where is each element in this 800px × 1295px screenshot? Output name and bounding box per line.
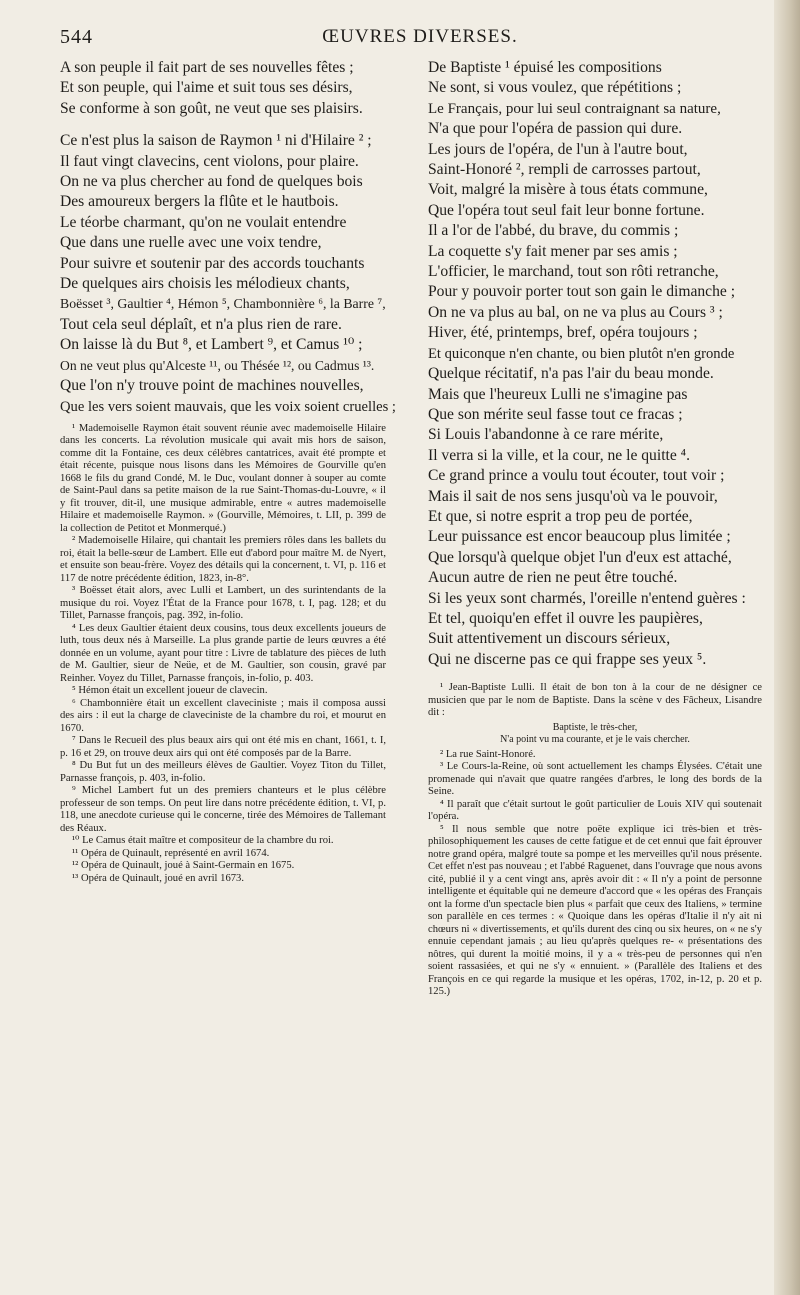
verse-line: Se conforme à son goût, ne veut que ses plaisirs. (60, 99, 363, 117)
verse-line: De Baptiste ¹ épuisé les compositions (428, 59, 662, 76)
verse-line: Que l'opéra tout seul fait leur bonne fortune. (428, 201, 705, 219)
footnote: ¹² Opéra de Quinault, joué à Saint-Germain en 1675. (72, 860, 295, 872)
verse-line: Que l'on n'y trouve point de machines nouvelles, (60, 377, 364, 395)
verse-line: L'officier, le marchand, tout son rôti retranche, (428, 263, 719, 281)
verse-line: Pour y pouvoir porter tout son gain le dimanche ; (428, 283, 736, 301)
footnote: ¹ Jean-Baptiste Lulli. Il était de bon ton à la cour de ne désigner ce musicien que par le nom de Baptiste. Dans la scène v des Fâcheux, Lisandre dit : (428, 682, 762, 719)
verse-block-right (428, 58, 762, 670)
verse-line: On ne va plus chercher au fond de quelques bois (60, 173, 363, 191)
page-number: 544 (60, 26, 93, 48)
quoted-verse-line: N'a point vu ma courante, et je le vais chercher. (500, 733, 690, 745)
footnote: ⁹ Michel Lambert fut un des premiers chanteurs et le plus célèbre professeur de son temps. On peut lire dans notre précédente édition, t. VI, p. 118, une anecdote curieuse qui le concerne, tirée des Mémoires de Tallemant des Réaux. (60, 785, 386, 834)
verse-line: A son peuple il fait part de ses nouvelles fêtes ; (60, 59, 354, 76)
verse-line: Il verra si la ville, et la cour, ne le quitte ⁴. (428, 446, 691, 464)
footnote: ⁸ Du But fut un des meilleurs élèves de Gaultier. Voyez Titon du Tillet, Parnasse françois, p. 403, in-folio. (60, 760, 386, 784)
verse-line: Mais il sait de nos sens jusqu'où va le pouvoir, (428, 487, 718, 505)
verse-line: Et que, si notre esprit a trop peu de portée, (428, 507, 693, 525)
quoted-verse (428, 722, 762, 746)
verse-line: Si les yeux sont charmés, l'oreille n'entend guères : (428, 589, 746, 607)
verse-line: Pour suivre et soutenir par des accords touchants (60, 254, 365, 272)
verse-line: Les jours de l'opéra, de l'un à l'autre bout, (428, 140, 688, 158)
verse-line: Si Louis l'abandonne à ce rare mérite, (428, 426, 664, 444)
verse-stanza-2 (60, 131, 396, 417)
verse-line: Et tel, quoiqu'en effet il ouvre les paupières, (428, 609, 703, 627)
verse-line: Saint-Honoré ², rempli de carrosses partout, (428, 161, 701, 179)
page-header (60, 20, 780, 50)
right-column (428, 58, 762, 999)
verse-line: Et quiconque n'en chante, ou bien plutôt n'en gronde (428, 345, 735, 362)
verse-line: On laisse là du But ⁸, et Lambert ⁹, et Camus ¹⁰ ; (60, 336, 363, 354)
running-title: ŒUVRES DIVERSES. (322, 26, 518, 47)
footnote: ¹ Mademoiselle Raymon était souvent réunie avec mademoiselle Hilaire dans les concerts. La révolution musicale qui avait mis hors de saison, comme dit la Fontaine, ces deux célèbres cantatrices, avait été prompte et était récente, puisque nous lisons dans les Mémoires de Gourville qu'en 1668 le fils du grand Condé, M. le Duc, voulant donner à souper au comte de Saint-Paul dans sa petite maison de la rue Saint-Thomas-du-Louvre, « il y fit trouver, dit-il, une musique admirable, entre « autres mademoiselle Hilaire et mademoiselle Raymon. » (Gourville, Mémoires, t. LII, p. 399 de la collection de Petitot et Monmerqué.) (60, 422, 386, 534)
verse-line: Il faut vingt clavecins, cent violons, pour plaire. (60, 152, 359, 170)
verse-line: Que dans une ruelle avec une voix tendre, (60, 234, 322, 252)
footnote: ⁴ Il paraît que c'était surtout le goût particulier de Louis XIV qui soutenait l'opéra. (428, 798, 762, 823)
verse-line: Que lorsqu'à quelque objet l'un d'eux est attaché, (428, 548, 732, 566)
verse-line: Qui ne discerne pas ce qui frappe ses yeux ⁵. (428, 650, 707, 668)
footnote: ¹¹ Opéra de Quinault, représenté en avril 1674. (72, 847, 270, 859)
verse-line: Mais que l'heureux Lulli ne s'imagine pas (428, 385, 688, 403)
verse-line: Des amoureux bergers la flûte et le hautbois. (60, 193, 339, 211)
footnote: ⁵ Hémon était un excellent joueur de clavecin. (72, 685, 268, 697)
verse-line: On ne va plus au bal, on ne va plus au Cours ³ ; (428, 303, 723, 321)
verse-line: Voit, malgré la misère à tous états commune, (428, 181, 708, 199)
footnotes-right (428, 682, 762, 999)
verse-line: Il a l'or de l'abbé, du brave, du commis ; (428, 222, 679, 240)
quoted-verse-line: Baptiste, le très-cher, (552, 721, 638, 733)
verse-line: Boësset ³, Gaultier ⁴, Hémon ⁵, Chambonnière ⁶, la Barre ⁷, (60, 296, 386, 312)
verse-stanza-1 (60, 58, 386, 119)
verse-line: Aucun autre de rien ne peut être touché. (428, 569, 678, 587)
verse-line: Le Français, pour lui seul contraignant sa nature, (428, 100, 721, 117)
verse-line: Suit attentivement un discours sérieux, (428, 630, 671, 648)
verse-line: Quelque récitatif, n'a pas l'air du beau monde. (428, 365, 714, 383)
footnote: ⁵ Il nous semble que notre poëte explique ici très-bien et très-philosophiquement les causes de cette fatigue et de cet ennui que fait éprouver notre grand opéra, malgré toute sa pompe et les merveilles qu'il nous présente. Cet effet n'est pas nouveau ; et l'abbé Raguenet, dans l'ouvrage que nous avons cité, publié il y a cent vingt ans, après avoir dit : « Il n'y a point de personne intelligente et équitable qui ne demeure d'accord que « les opéras des Français ont la forme d'un spectacle bien plus « parfait que ceux des Italiens, » termine son parallèle en ces termes : « Quoique dans les opéras d'Italie il n'y ait ni chœurs ni « divertissements, et qu'ils durent des cinq ou six heures, on « ne s'y ennuie cependant jamais ; au lieu qu'après quelques re- « présentations des nôtres, qui durent la moitié moins, il y a « très-peu de personnes qui n'en soient rassasiées, et qui ne s'y « ennuient. » (Parallèle des Italiens et des François en ce qui regarde la musique et les opéras, 1702, in-12, p. 20 et p. 125.) (428, 823, 762, 998)
footnote: ² La rue Saint-Honoré. (440, 748, 536, 760)
footnote: ³ Boësset était alors, avec Lulli et Lambert, un des surintendants de la musique du roi. Voyez l'État de la France pour 1678, t. I, pag. 128; et du Tillet, Parnasse françois, pag. 392, in-folio. (60, 585, 386, 622)
verse-line: De quelques airs choisis les mélodieux chants, (60, 275, 350, 293)
footnote: ² Mademoiselle Hilaire, qui chantait les premiers rôles dans les ballets du roi, était la belle-sœur de Lambert. Elle eut d'abord pour maître M. de Nyert, et ensuite son beau-frère. Voyez des détails qui la concernent, t. VI, p. 116 et 117 de notre précédente édition, 1823, in-8°. (60, 535, 386, 584)
footnote: ³ Le Cours-la-Reine, où sont actuellement les champs Élysées. C'était une promenade qui n'avait que quatre rangées d'arbres, le long des bords de la Seine. (428, 761, 762, 798)
footnote: ⁴ Les deux Gaultier étaient deux cousins, tous deux excellents joueurs de luth, tous deux nés à Marseille. La plus grande partie de leurs œuvres a été donnée en un volume, ayant pour titre : Livre de tablature des pièces de luth de M. Gaultier, sieur de Neüe, et de M. Gaultier, son cousin, gravé par Reinher. Voyez du Tillet, Parnasse françois, in-folio, p. 403. (60, 622, 386, 684)
verse-line: La coquette s'y fait mener par ses amis ; (428, 242, 678, 260)
footnote: ¹⁰ Le Camus était maître et compositeur de la chambre du roi. (72, 835, 334, 847)
verse-line: Ne sont, si vous voulez, que répétitions ; (428, 79, 682, 97)
verse-line: Que les vers soient mauvais, que les voix soient cruelles ; (60, 398, 396, 415)
verse-line: Leur puissance est encor beaucoup plus limitée ; (428, 528, 731, 546)
verse-line: Ce n'est plus la saison de Raymon ¹ ni d'Hilaire ² ; (60, 132, 372, 150)
verse-line: Hiver, été, printemps, bref, opéra toujours ; (428, 324, 698, 342)
verse-line: Le téorbe charmant, qu'on ne voulait entendre (60, 213, 347, 231)
footnote: ¹³ Opéra de Quinault, joué en avril 1673. (72, 872, 244, 884)
verse-line: N'a que pour l'opéra de passion qui dure. (428, 120, 683, 138)
page-edge-shadow (774, 0, 800, 1295)
verse-line: On ne veut plus qu'Alceste ¹¹, ou Thésée ¹², ou Cadmus ¹³. (60, 357, 375, 373)
verse-line: Que son mérite seul fasse tout ce fracas ; (428, 405, 683, 423)
left-column (60, 58, 396, 885)
verse-line: Et son peuple, qui l'aime et suit tous ses désirs, (60, 79, 353, 97)
footnote: ⁶ Chambonnière était un excellent claveciniste ; mais il composa aussi des airs : il eut la charge de claveciniste de la chambre du roi, et mourut en 1670. (60, 697, 386, 734)
footnotes-left (60, 423, 386, 886)
footnote: ⁷ Dans le Recueil des plus beaux airs qui ont été mis en chant, 1661, t. I, p. 16 et 29, on trouve deux airs qui ont été composés par de la Barre. (60, 735, 386, 759)
verse-line: Ce grand prince a voulu tout écouter, tout voir ; (428, 467, 725, 485)
verse-line: Tout cela seul déplaît, et n'a plus rien de rare. (60, 315, 342, 333)
